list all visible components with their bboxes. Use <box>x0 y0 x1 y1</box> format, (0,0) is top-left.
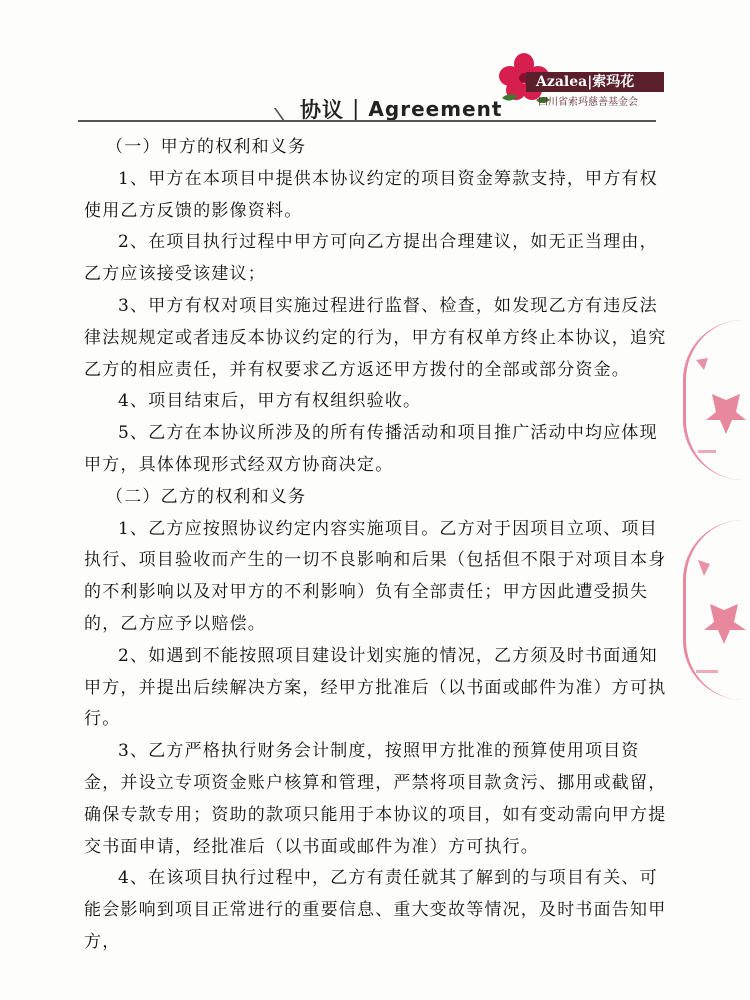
clause-paragraph: 4、项目结束后，甲方有权组织验收。 <box>118 391 422 412</box>
clause-paragraph: 3、甲方有权对项目实施过程进行监督、检查，如发现乙方有违反法律法规规定或者违反本协议约定的行为，甲方有权单方终止本协议，追究乙方的相应责任，并有权要求乙方返还甲方拨付的全部或部分资金。 <box>84 295 667 380</box>
clause-paragraph: 1、乙方应按照协议约定内容实施项目。乙方对于因项目立项、项目执行、项目验收而产生的一切不良影响和后果（包括但不限于对项目本身的不利影响以及对甲方的不利影响）负有全部责任；甲方因此遭受损失的，乙方应予以赔偿。 <box>84 518 667 634</box>
foundation-logo <box>496 52 666 112</box>
official-seal-partial <box>683 520 750 700</box>
logo-org-name: 四川省索玛慈善基金会 <box>538 97 638 108</box>
official-seal-partial <box>683 320 750 480</box>
header-title-en: Agreement <box>368 97 503 121</box>
agreement-body <box>84 132 674 959</box>
header-separator: | <box>352 96 361 122</box>
clause-paragraph: 4、在该项目执行过程中，乙方有责任就其了解到的与项目有关、可能会影响到项目正常进行的重要信息、重大变故等情况，及时书面告知甲方， <box>84 868 667 952</box>
clause-paragraph: 2、如遇到不能按照项目建设计划实施的情况，乙方须及时书面通知甲方，并提出后续解决方案，经甲方批准后（以书面或邮件为准）方可执行。 <box>84 645 667 730</box>
logo-divider: | <box>587 74 593 90</box>
seal-mark-icon <box>686 320 750 480</box>
header-rule <box>78 120 656 122</box>
logo-name-en: Azalea <box>536 74 588 90</box>
logo-name-zh: 索玛花 <box>592 74 635 90</box>
clause-paragraph: 5、乙方在本协议所涉及的所有传播活动和项目推广活动中均应体现甲方，具体体现形式经双方协商决定。 <box>84 423 658 475</box>
clause-paragraph: 3、乙方严格执行财务会计制度，按照甲方批准的预算使用项目资金，并设立专项资金账户核算和管理，严禁将项目款贪污、挪用或截留，确保专款专用；资助的款项只能用于本协议的项目，如有变动需向甲方提交书面申请，经批准后（以书面或邮件为准）方可执行。 <box>84 741 667 857</box>
clause-paragraph: 1、甲方在本项目中提供本协议约定的项目资金筹款支持，甲方有权使用乙方反馈的影像资料。 <box>84 168 658 221</box>
section-heading: （二）乙方的权利和义务 <box>106 486 307 507</box>
logo-banner <box>526 72 664 92</box>
header-title-zh: 协议 <box>300 98 344 122</box>
seal-mark-icon <box>686 520 750 700</box>
clause-paragraph: 2、在项目执行过程中甲方可向乙方提出合理建议，如无正当理由，乙方应该接受该建议； <box>84 232 658 285</box>
section-heading: （一）甲方的权利和义务 <box>106 137 307 157</box>
